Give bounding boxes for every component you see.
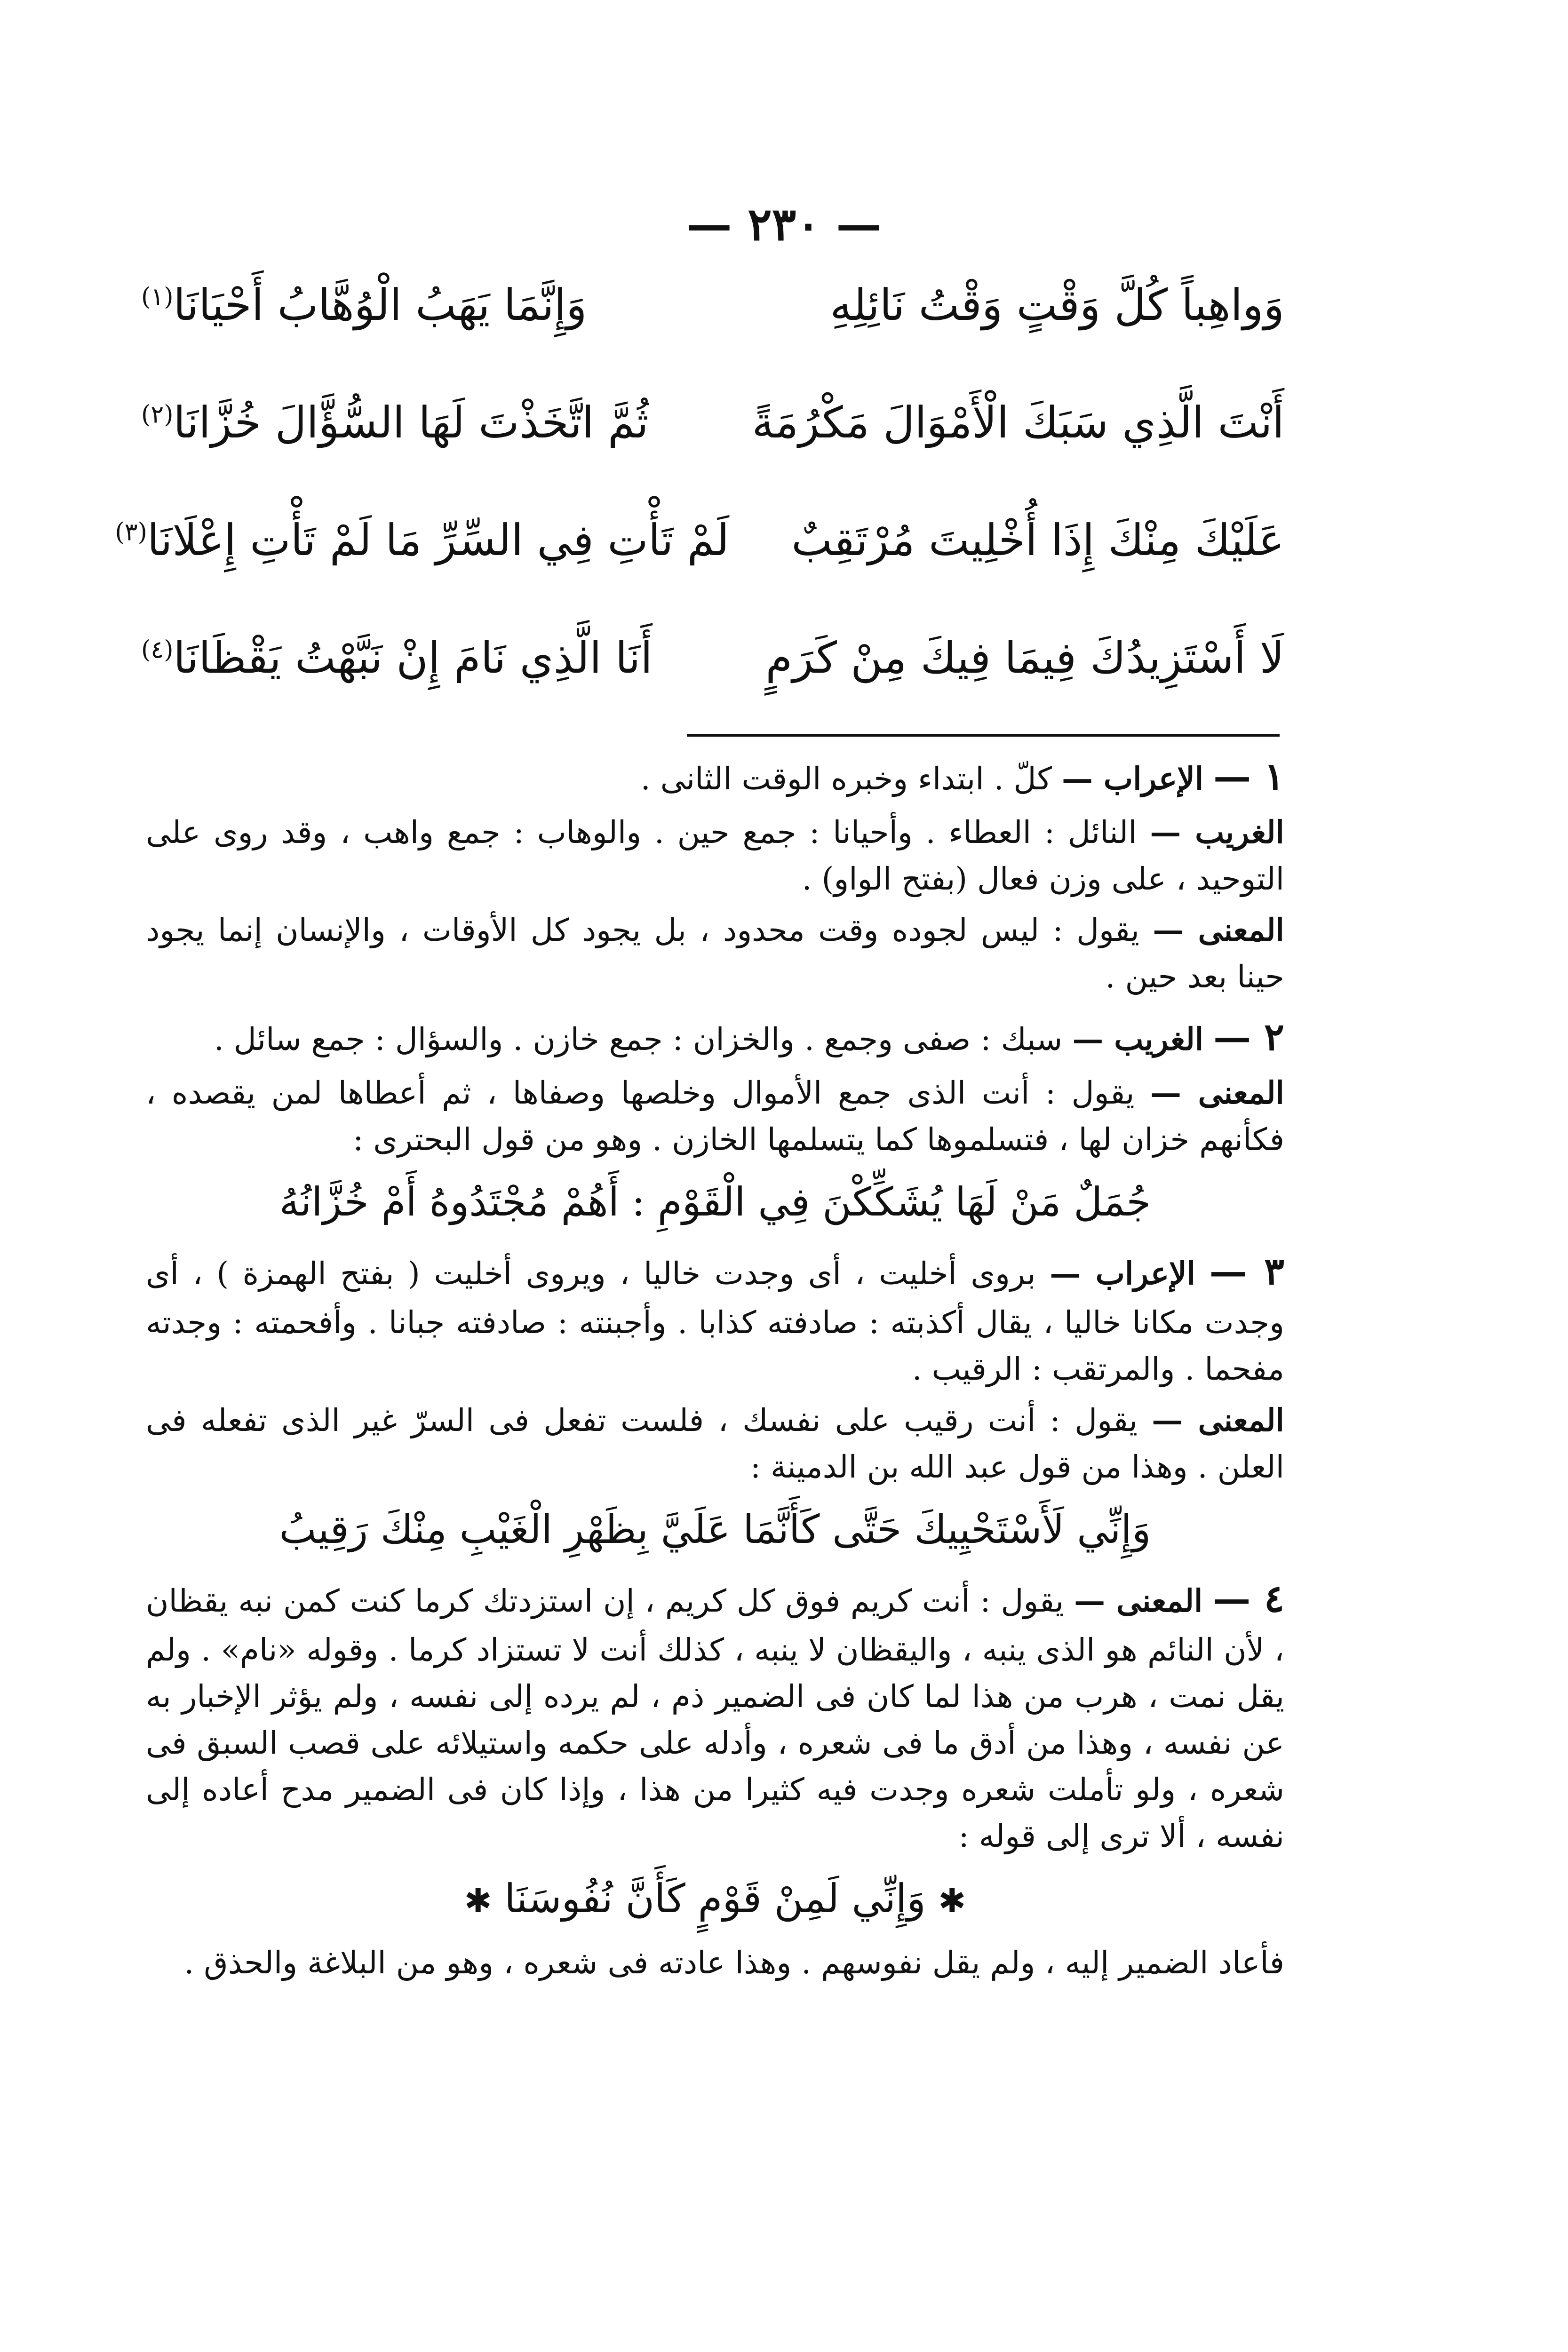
footnotes	[146, 748, 1284, 1994]
poem-second-hemistich-text: ثُمَّ اتَّخَذْتَ لَهَا السُّؤَّالَ خُزَّانَا	[173, 397, 649, 448]
poem-second-hemistich	[115, 508, 729, 573]
footnote-label: المعنى —	[1150, 1074, 1284, 1111]
poem-first-hemistich: عَلَيْكَ مِنْكَ إِذَا أُخْلِيتَ مُرْتَقِبٌ	[791, 515, 1284, 565]
footnote-text: يقول : ليس لجوده وقت محدود ، بل يجود كل الأوقات ، والإنسان إنما يجود حينا بعد حين .	[146, 912, 1284, 995]
footnote-paragraph	[146, 1397, 1284, 1490]
footnote-label: الغريب —	[1072, 1021, 1204, 1057]
poem-line	[141, 263, 1284, 381]
footnote-text: يقول : أنت كريم فوق كل كريم ، إن استزدتك كرما كنت كمن نبه يقظان ، لأن النائم هو الذى ينبه ، واليقظان لا ينبه ، كذلك أنت لا تستزاد كرما . وقوله «نام» . ولم يقل نمت ، هرب من هذا لما كان فى الضمير ذم ، لم يرده إلى نفسه ، ولم يؤثر الإخبار به عن نفسه ، وهذا من أدق ما فى شعره ، وأدله على حكمه واستيلائه على قصب السبق فى شعره ، ولو تأملت شعره وجدت فيه كثيرا من هذا ، وإذا كان فى الضمير مدح أعاده إلى نفسه ، ألا ترى إلى قوله :	[146, 1583, 1284, 1854]
poem-first-hemistich: وَواهِباً كُلَّ وَقْتٍ وَقْتُ نَائِلِهِ	[830, 280, 1284, 330]
footnote-text: كلّ . ابتداء وخبره الوقت الثانى .	[640, 761, 1062, 797]
footnote-1	[146, 748, 1284, 1000]
footnote-paragraph: فأعاد الضمير إليه ، ولم يقل نفوسهم . وهذا عادته فى شعره ، وهو من البلاغة والحذق .	[184, 1945, 1284, 1981]
asterisk-icon: ✱	[938, 1882, 966, 1920]
poem	[115, 263, 1284, 734]
footnote-label: الإعراب —	[1061, 760, 1204, 797]
quoted-verse: وَإِنِّي لَأَسْتَحْيِيكَ حَتَّى كَأَنَّمَا عَلَيَّ بِظَهْرِ الْغَيْبِ مِنْكَ رَقِيبُ	[279, 1506, 1151, 1552]
footnote-number: ٤ —	[1213, 1576, 1284, 1621]
footnote-number: ١ —	[1213, 754, 1284, 798]
footnote-ref: (٤)	[141, 636, 174, 664]
footnote-paragraph	[146, 748, 1284, 804]
quoted-verse-text: وَإِنِّي لَمِنْ قَوْمٍ كَأَنَّ نُفُوسَنَا	[504, 1875, 926, 1922]
footnote-text: بروى أخليت ، أى وجدت خاليا ، ويروى أخليت ( بفتح الهمزة ) ، أى وجدت مكانا خاليا ، يقال أكذبته : صادفته كذابا . وأجبنته : صادفته جبانا . وأفحمته : وجدته مفحما . والمرتقب : الرقيب .	[146, 1255, 1284, 1387]
footnote-paragraph	[146, 1570, 1284, 1859]
footnote-paragraph	[146, 907, 1284, 1000]
footnote-text: يقول : أنت رقيب على نفسك ، فلست تفعل فى السرّ غير الذى تفعله فى العلن . وهذا من قول عبد الله بن الدمينة :	[146, 1402, 1284, 1485]
poem-line	[115, 499, 1284, 616]
footnote-4	[146, 1570, 1284, 1986]
poem-second-hemistich-text: لَمْ تَأْتِ فِي السِّرِّ مَا لَمْ تَأْتِ إِعْلَانَا	[147, 515, 729, 565]
footnote-label: الإعراب —	[1050, 1255, 1196, 1292]
footnote-paragraph	[146, 1243, 1284, 1392]
footnote-label: الغريب —	[1150, 814, 1285, 850]
page-number: — ٢٣٠ —	[686, 198, 882, 251]
footnote-paragraph	[146, 809, 1284, 902]
footnote-text: سبك : صفى وجمع . والخزان : جمع خازن . والسؤال : جمع سائل .	[214, 1021, 1073, 1057]
footnote-2	[146, 1009, 1284, 1232]
poem-first-hemistich: لَا أَسْتَزِيدُكَ فِيمَا فِيكَ مِنْ كَرَمٍ	[765, 633, 1284, 683]
poem-line	[141, 381, 1284, 499]
footnote-ref: (٢)	[141, 400, 174, 429]
footnote-ref: (٣)	[115, 518, 147, 547]
poem-line	[141, 616, 1284, 734]
footnote-paragraph	[146, 1009, 1284, 1065]
footnote-text: يقول : أنت الذى جمع الأموال وخلصها وصفاها ، ثم أعطاها لمن يقصده ، فكأنهم خزان لها ، فتسلموها كما يتسلمها الخازن . وهو من قول البحترى :	[146, 1075, 1284, 1158]
footnote-number: ٣ —	[1209, 1249, 1284, 1293]
footnote-ref: (١)	[141, 283, 174, 311]
footnote-divider	[687, 734, 1280, 737]
footnote-number: ٢ —	[1213, 1015, 1284, 1059]
footnote-3	[146, 1243, 1284, 1559]
quoted-verse	[146, 1869, 1284, 1928]
poem-first-hemistich: أَنْتَ الَّذِي سَبَكَ الْأَمْوَالَ مَكْرُمَةً	[752, 397, 1284, 448]
footnote-label: المعنى —	[1152, 1402, 1284, 1438]
footnote-paragraph	[146, 1070, 1284, 1163]
footnote-label: المعنى —	[1074, 1582, 1203, 1619]
footnote-text: النائل : العطاء . وأحيانا : جمع حين . والوهاب : جمع واهب ، وقد روى على التوحيد ، على وزن فعال (بفتح الواو) .	[146, 814, 1284, 897]
quoted-verse: جُمَلٌ مَنْ لَهَا يُشَكِّكْنَ فِي الْقَوْمِ : أَهُمْ مُجْتَدُوهُ أَمْ خُزَّانُهُ	[279, 1179, 1151, 1225]
poem-second-hemistich	[141, 626, 729, 691]
poem-second-hemistich-text: وَإِنَّمَا يَهَبُ الْوُهَّابُ أَحْيَانَا	[173, 280, 587, 330]
poem-second-hemistich-text: أَنَا الَّذِي نَامَ إِنْ نَبَّهْتُ يَقْظَانَا	[173, 633, 653, 683]
footnote-label: المعنى —	[1153, 912, 1284, 948]
poem-second-hemistich	[141, 273, 729, 338]
poem-second-hemistich	[141, 390, 729, 455]
asterisk-icon: ✱	[464, 1882, 492, 1920]
